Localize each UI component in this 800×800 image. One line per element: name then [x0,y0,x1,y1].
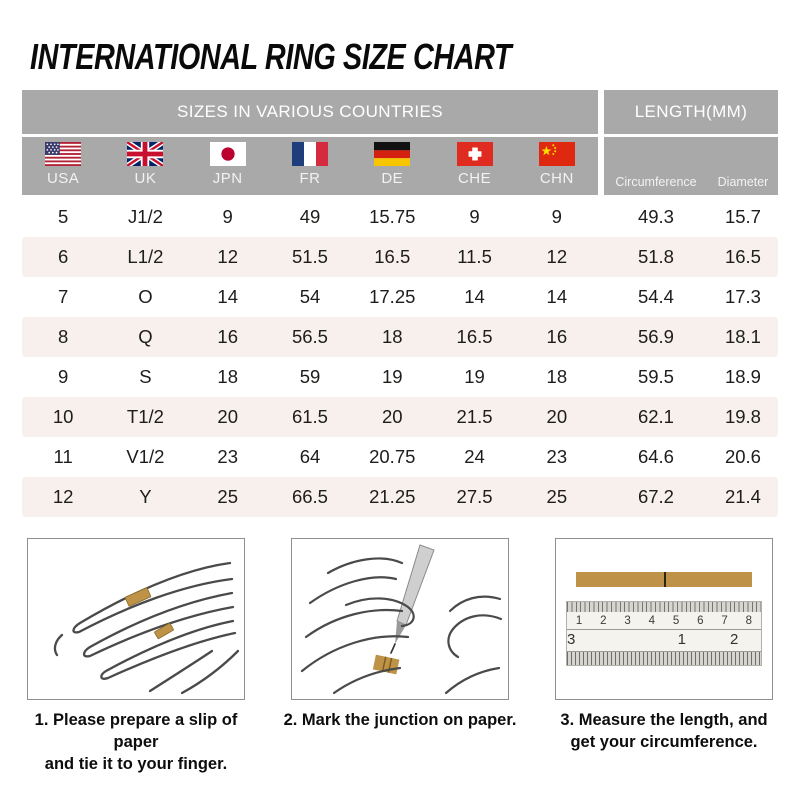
caption-line: 3. Measure the length, and [560,711,768,729]
usa-size-cell: 5 [57,206,69,227]
marking-paper-illustration [294,541,506,697]
size-row [22,277,778,317]
length-columns [604,137,778,195]
diameter-cell: 16.5 [724,246,761,267]
ruler-mm-ticks [567,602,761,612]
ruler-inch-number: 1 [677,631,686,648]
ruler-inch-number: 2 [729,631,739,648]
diameter-column-label: Diameter [717,175,769,189]
uk-size-cell: O [138,286,153,307]
size-row [22,357,778,397]
junction-mark [664,572,666,587]
usa-size-cell: 12 [52,486,74,507]
che-size-cell: 27.5 [456,486,493,507]
header-length-mm: LENGTH(MM) [604,90,778,134]
de-size-cell: 17.25 [369,286,416,307]
che-size-cell: 14 [464,286,485,307]
column-che [433,137,515,195]
switzerland-flag-icon [457,142,493,166]
ruler [566,601,762,666]
circumference-cell: 54.4 [637,286,674,307]
de-size-cell: 18 [381,326,403,347]
country-label-de: DE [381,170,404,187]
usa-size-cell: 10 [52,406,74,427]
chn-size-cell: 23 [546,446,568,467]
page-title: INTERNATIONAL RING SIZE CHART [30,36,512,77]
column-uk [104,137,186,195]
column-de [351,137,433,195]
step-1-caption [12,710,260,775]
jpn-size-cell: 9 [222,206,233,227]
diameter-cell: 21.4 [724,486,761,507]
china-flag-icon [539,142,575,166]
fr-size-cell: 59 [299,366,321,387]
circumference-cell: 51.8 [637,246,674,267]
uk-size-cell: V1/2 [126,446,165,467]
diameter-cell: 20.6 [724,446,761,467]
step-2-caption [284,710,517,732]
de-size-cell: 19 [381,366,403,387]
fr-size-cell: 64 [299,446,321,467]
circumference-cell: 62.1 [637,406,674,427]
jpn-size-cell: 16 [217,326,238,347]
usa-size-cell: 8 [57,326,69,347]
de-size-cell: 20.75 [369,446,416,467]
step-3-caption [560,710,767,754]
uk-size-cell: J1/2 [127,206,163,227]
ruler-inch-numbers [567,630,761,652]
jpn-size-cell: 20 [217,406,238,427]
country-label-chn: CHN [539,170,574,187]
country-label-fr: FR [299,170,321,187]
usa-flag-icon [45,142,81,166]
circumference-cell: 67.2 [637,486,674,507]
uk-size-cell: Q [138,326,153,347]
uk-size-cell: S [139,366,152,387]
ruler-cm-numbers [567,612,761,630]
che-size-cell: 11.5 [457,246,492,267]
circumference-cell: 64.6 [637,446,674,467]
ruler-cm-number: 5 [672,614,680,627]
step-3 [540,538,788,775]
de-size-cell: 15.75 [369,206,416,227]
caption-line: 1. Please prepare a slip of paper [34,711,238,751]
diameter-cell: 18.9 [724,366,761,387]
uk-size-cell: Y [139,486,152,507]
chn-size-cell: 12 [546,246,568,267]
fr-size-cell: 54 [299,286,321,307]
usa-size-cell: 7 [57,286,69,307]
ruler-cm-number: 3 [624,614,631,627]
step-2-illustration-box [291,538,509,700]
de-size-cell: 20 [381,406,403,427]
hand-with-paper-illustration [30,541,242,697]
che-size-cell: 24 [464,446,485,467]
chn-size-cell: 20 [546,406,568,427]
country-label-uk: UK [134,170,157,187]
size-row [22,397,778,437]
che-size-cell: 19 [464,366,485,387]
uk-flag-icon [127,142,163,166]
circumference-cell: 56.9 [637,326,674,347]
column-fr [269,137,351,195]
fr-size-cell: 56.5 [291,326,328,347]
de-size-cell: 16.5 [374,246,411,267]
jpn-size-cell: 12 [217,246,238,267]
che-size-cell: 16.5 [456,326,493,347]
ruler-inch-number: 3 [567,631,576,648]
france-flag-icon [292,142,328,166]
che-size-cell: 9 [469,206,480,227]
column-usa [22,137,104,195]
ruler-cm-number: 4 [648,614,656,627]
caption-line: get your circumference. [570,732,758,751]
step-1-illustration-box [27,538,245,700]
size-rows [22,197,778,517]
size-row [22,237,778,277]
size-row [22,197,778,237]
de-size-cell: 21.25 [369,486,416,507]
jpn-size-cell: 18 [217,366,238,387]
jpn-size-cell: 14 [217,286,238,307]
column-chn [516,137,598,195]
paper-strip [576,572,752,587]
size-row [22,477,778,517]
fr-size-cell: 61.5 [291,406,328,427]
country-label-usa: USA [46,170,80,187]
step-2 [276,538,524,775]
diameter-cell: 19.8 [724,406,761,427]
japan-flag-icon [210,142,246,166]
ruler-cm-number: 7 [721,614,728,627]
step-1 [12,538,260,775]
ruler-illustration [566,572,762,666]
chn-size-cell: 18 [546,366,568,387]
circumference-cell: 49.3 [637,206,674,227]
caption-line: 2. Mark the junction on paper. [283,711,517,729]
jpn-size-cell: 25 [217,486,238,507]
circumference-cell: 59.5 [637,366,674,387]
column-jpn [187,137,269,195]
country-label-jpn: JPN [212,170,243,187]
fr-size-cell: 49 [299,206,321,227]
diameter-cell: 18.1 [724,326,761,347]
diameter-cell: 15.7 [724,206,761,227]
diameter-cell: 17.3 [724,286,761,307]
ruler-inch-ticks [567,652,761,665]
usa-size-cell: 9 [57,366,69,387]
size-row [22,317,778,357]
country-label-che: CHE [457,170,492,187]
che-size-cell: 21.5 [456,406,493,427]
uk-size-cell: T1/2 [126,406,164,427]
circumference-column-label: Circumference [615,175,697,189]
size-chart-table [22,90,778,517]
chn-size-cell: 14 [546,286,568,307]
uk-size-cell: L1/2 [127,246,164,267]
chn-size-cell: 25 [546,486,568,507]
fr-size-cell: 66.5 [291,486,328,507]
chn-size-cell: 16 [546,326,568,347]
size-row [22,437,778,477]
ruler-cm-number: 1 [575,614,583,627]
germany-flag-icon [374,142,410,166]
header-sizes-countries: SIZES IN VARIOUS COUNTRIES [22,90,598,134]
ruler-cm-number: 6 [697,614,704,627]
flags-band [22,137,778,195]
usa-size-cell: 6 [57,246,69,267]
country-flags-row [22,137,598,195]
ruler-cm-number: 8 [745,614,753,627]
instruction-steps [12,538,788,775]
jpn-size-cell: 23 [217,446,238,467]
usa-size-cell: 11 [53,446,73,467]
step-3-illustration-box [555,538,773,700]
ruler-cm-number: 2 [600,614,607,627]
chn-size-cell: 9 [551,206,562,227]
table-header-band [22,90,778,134]
fr-size-cell: 51.5 [291,246,328,267]
caption-line: and tie it to your finger. [44,754,228,773]
